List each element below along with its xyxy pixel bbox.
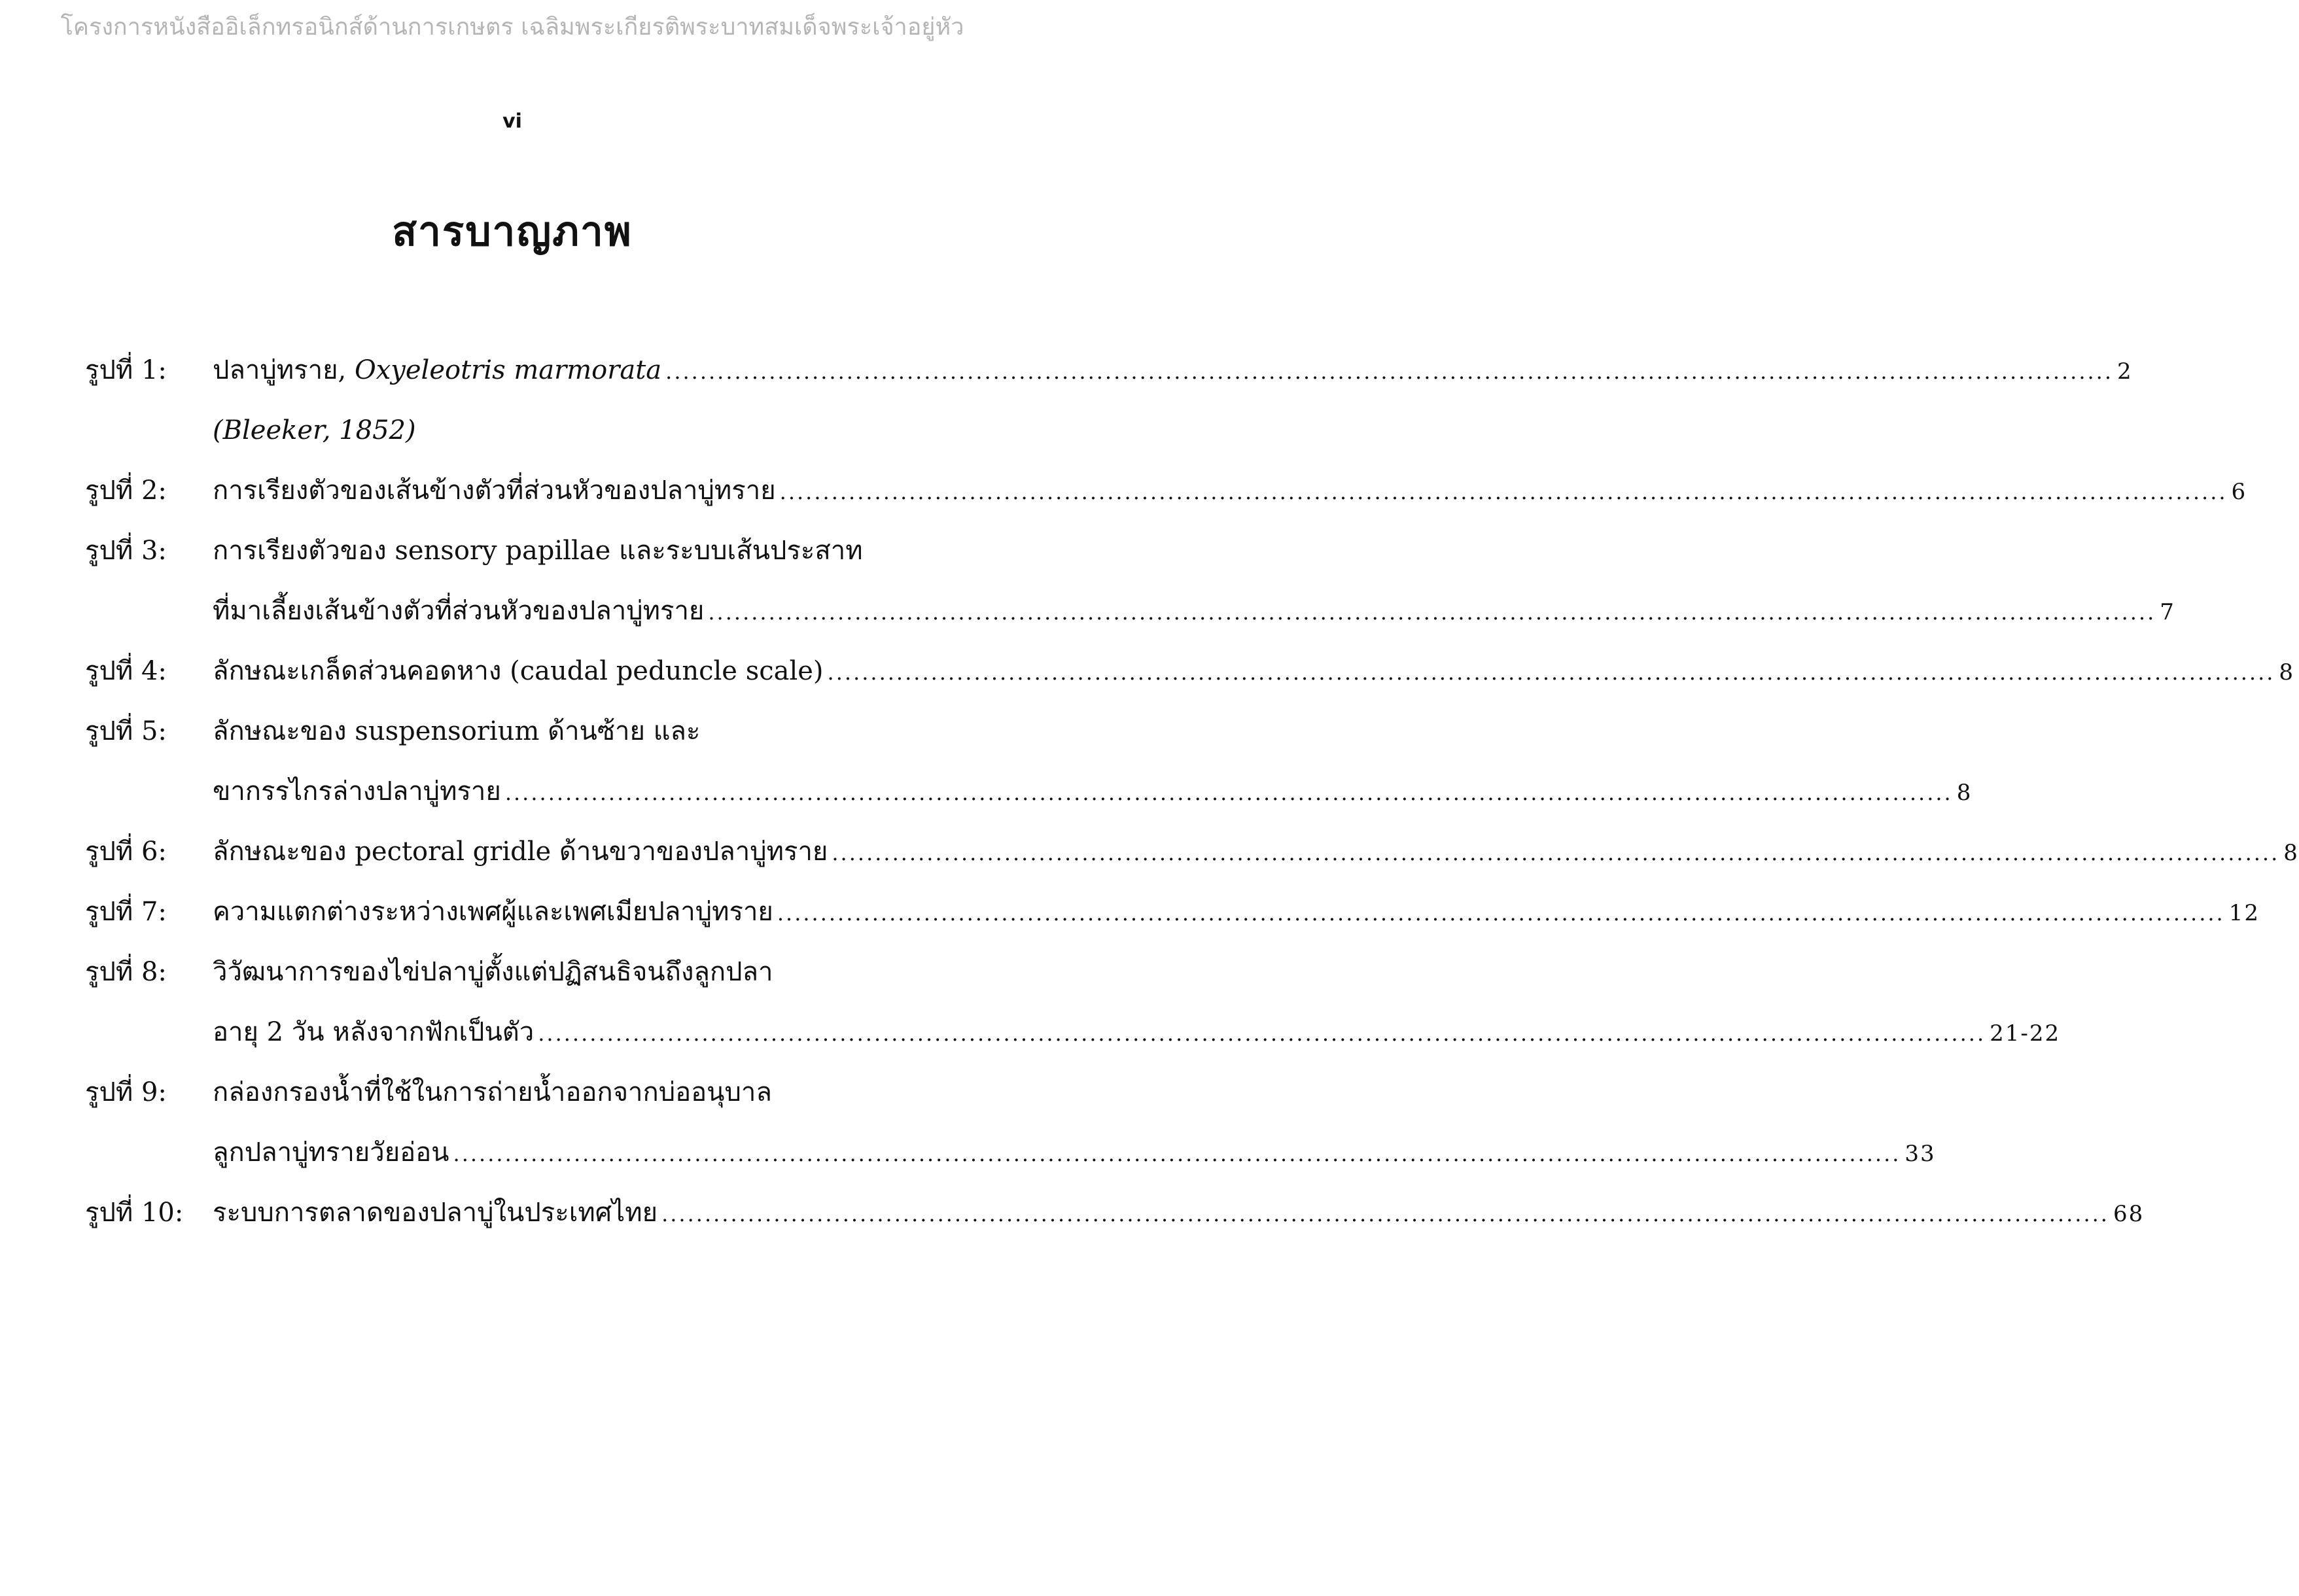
dot-leader	[538, 1003, 1986, 1064]
figure-caption: วิวัฒนาการของไข่ปลาบู่ตั้งแต่ปฏิสนธิจนถึงลูกปลา	[213, 957, 773, 987]
figure-caption: ความแตกต่างระหว่างเพศผู้และเพศเมียปลาบู่ทราย	[213, 897, 773, 927]
figure-entry-8-line-2	[85, 1002, 2061, 1062]
figure-label: รูปที่ 6:	[85, 837, 167, 867]
figure-entry-5-line-2	[85, 761, 1973, 822]
figure-caption: ระบบการตลาดของปลาบู่ในประเทศไทย	[213, 1198, 658, 1228]
figure-entry-3-line-2	[85, 581, 2175, 641]
figure-caption: ลักษณะของ pectoral gridle ด้านขวาของปลาบู่ทราย	[213, 837, 828, 867]
figure-page-number: 68	[2113, 1201, 2145, 1227]
figure-entry-1-line-1	[85, 340, 2133, 400]
scientific-name: Oxyeleotris marmorata	[354, 355, 662, 385]
figure-entry-6	[85, 822, 2299, 882]
figure-caption: ลักษณะของ suspensorium ด้านซ้าย และ	[213, 716, 701, 746]
figure-label: รูปที่ 7:	[85, 897, 167, 927]
figure-page-number: 2	[2117, 358, 2133, 385]
figure-entry-5-line-1	[85, 701, 936, 761]
watermark-text: โครงการหนังสืออิเล็กทรอนิกส์ด้านการเกษตร เฉลิมพระเกียรติพระบาทสมเด็จพระเจ้าอยู่หัว	[60, 14, 964, 41]
figure-caption: กล่องกรองน้ำที่ใช้ในการถ่ายน้ำออกจากบ่ออนุบาล	[213, 1077, 772, 1107]
figure-label: รูปที่ 3:	[85, 536, 167, 566]
page-number: vi	[502, 110, 522, 133]
dot-leader	[661, 1184, 2109, 1244]
figure-caption: การเรียงตัวของเส้นข้างตัวที่ส่วนหัวของปลาบู่ทราย	[213, 476, 776, 506]
figure-caption-continuation: อายุ 2 วัน หลังจากฟักเป็นตัว	[213, 1017, 535, 1047]
figure-entry-3-line-1	[85, 521, 936, 581]
figure-entry-8-line-1	[85, 942, 936, 1002]
dot-leader	[708, 582, 2156, 642]
figure-label: รูปที่ 8:	[85, 957, 167, 987]
figure-caption-continuation: ลูกปลาบู่ทรายวัยอ่อน	[213, 1137, 449, 1168]
figure-entry-9-line-1	[85, 1062, 936, 1122]
figure-label: รูปที่ 9:	[85, 1077, 167, 1107]
figure-page-number: 7	[2160, 599, 2175, 625]
dot-leader	[453, 1124, 1901, 1184]
dot-leader	[505, 763, 1953, 823]
figure-page-number: 8	[2279, 659, 2295, 685]
figure-entry-10	[85, 1183, 2145, 1243]
figure-caption-continuation: ขากรรไกรล่างปลาบู่ทราย	[213, 776, 501, 807]
figure-entry-7	[85, 882, 2260, 942]
figure-page-number: 12	[2228, 900, 2260, 926]
figure-entry-1-line-2	[85, 400, 936, 460]
figure-label: รูปที่ 10:	[85, 1198, 184, 1228]
figure-caption: ลักษณะเกล็ดส่วนคอดหาง (caudal peduncle scale)	[213, 656, 824, 686]
figure-entry-2	[85, 460, 2247, 521]
figure-list	[85, 340, 2299, 1243]
figure-page-number: 8	[2283, 840, 2299, 866]
figure-caption-continuation: (Bleeker, 1852)	[213, 415, 416, 445]
figure-page-number: 8	[1956, 780, 1973, 806]
dot-leader	[665, 341, 2113, 402]
figure-label: รูปที่ 2:	[85, 476, 167, 506]
dot-leader	[828, 642, 2275, 703]
dot-leader	[777, 883, 2225, 943]
figure-caption-continuation: ที่มาเลี้ยงเส้นข้างตัวที่ส่วนหัวของปลาบู่ทราย	[213, 596, 705, 626]
figure-label: รูปที่ 5:	[85, 716, 167, 746]
figure-caption	[213, 340, 661, 400]
figure-caption-text: ปลาบู่ทราย,	[213, 355, 355, 385]
figure-page-number: 21-22	[1990, 1020, 2061, 1047]
figure-page-number: 6	[2231, 479, 2247, 505]
figure-entry-4	[85, 641, 2295, 701]
figure-page-number: 33	[1904, 1141, 1936, 1167]
figure-entry-9-line-2	[85, 1122, 1936, 1183]
page-title: สารบาญภาพ	[392, 207, 633, 255]
dot-leader	[832, 823, 2279, 883]
figure-label: รูปที่ 4:	[85, 656, 167, 686]
figure-label: รูปที่ 1:	[85, 355, 167, 385]
figure-caption: การเรียงตัวของ sensory papillae และระบบเส้นประสาท	[213, 536, 863, 566]
dot-leader	[780, 462, 2228, 522]
